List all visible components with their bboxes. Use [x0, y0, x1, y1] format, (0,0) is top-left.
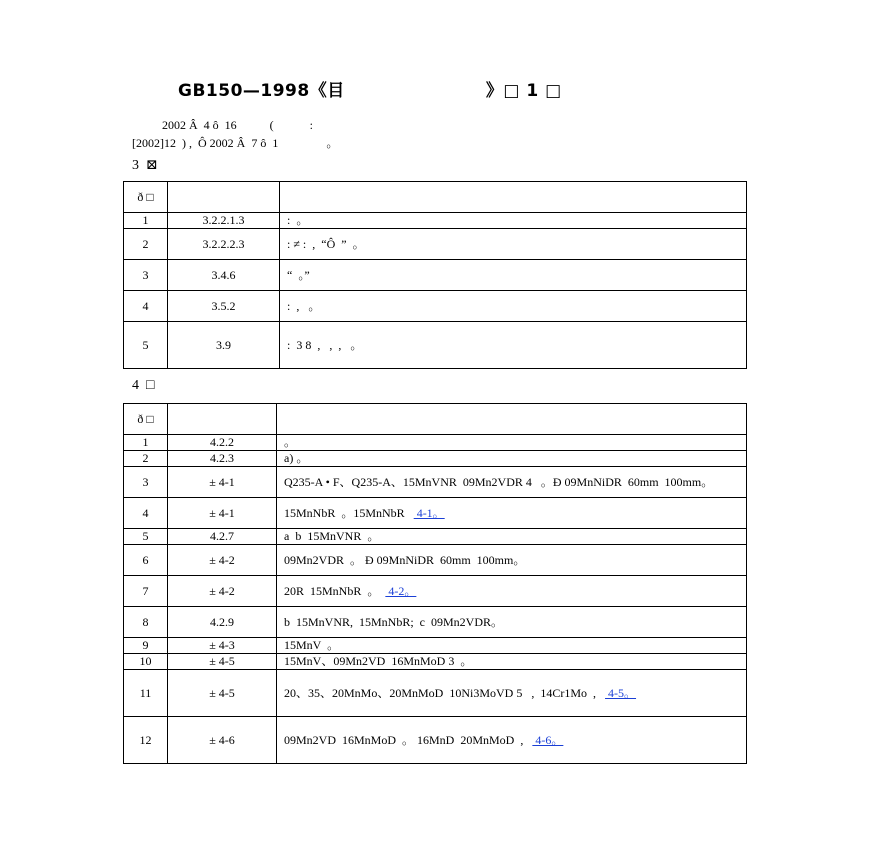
- row-no: 7: [124, 576, 168, 607]
- table-row: [124, 498, 747, 529]
- row-no: 1: [124, 435, 168, 451]
- page-title: GB150—1998《目 》□ 1 □: [178, 81, 562, 101]
- row-content: [277, 670, 747, 717]
- row-content: [277, 654, 747, 670]
- row-content: [277, 638, 747, 654]
- row-no: 9: [124, 638, 168, 654]
- row-clause: ± 4-3: [168, 638, 277, 654]
- row-no: 10: [124, 654, 168, 670]
- table-4-5-link[interactable]: ‌ 4-5。: [605, 685, 637, 700]
- row-no: 12: [124, 717, 168, 764]
- row-text: ‌ 15MnV、09Mn2VD ‌ 16MnMoD 3 ‌ 。: [281, 654, 473, 668]
- table-row: [124, 670, 747, 717]
- row-content: [277, 467, 747, 498]
- row-clause: 3.2.2.1.3: [168, 213, 280, 229]
- row-no: 6: [124, 545, 168, 576]
- row-no: 3: [124, 260, 168, 291]
- row-clause: 3.4.6: [168, 260, 280, 291]
- row-text: ‌ a)‌ 。: [281, 451, 309, 465]
- table-row: [124, 717, 747, 764]
- table-row: [124, 451, 747, 467]
- intro-line-2: [2002]12 ‌ ) , Ô 2002 Â 7 ô 1 ‌ 。: [132, 136, 339, 150]
- intro-line-1: 2002 Â 4 ô 16 (‌ :: [162, 118, 314, 132]
- row-content: [277, 717, 747, 764]
- row-no: 8: [124, 607, 168, 638]
- col-header-clause: ‌ ‌: [168, 404, 277, 435]
- row-content: [277, 607, 747, 638]
- table-row: [124, 322, 747, 369]
- row-clause: 4.2.2: [168, 435, 277, 451]
- row-text: ‌ 20、35、20MnMo、20MnMoD ‌ 10Ni3MoVD 5 ‌ ‌ , ‌ 14Cr1Mo ‌ , ‌ ‌: [281, 685, 603, 700]
- row-no: 4: [124, 498, 168, 529]
- table-row: [124, 291, 747, 322]
- table-row: [124, 260, 747, 291]
- row-content: [277, 498, 747, 529]
- section-4-table: [123, 403, 747, 764]
- table-4-1-link[interactable]: ‌ 4-1。: [413, 505, 445, 520]
- table-header-row: [124, 182, 747, 213]
- row-clause: 3.9: [168, 322, 280, 369]
- row-clause: ± 4-1: [168, 498, 277, 529]
- row-no: 2: [124, 229, 168, 260]
- row-content: ‌ : ‌ , ‌ ‌ 。: [280, 291, 747, 322]
- row-clause: ± 4-2: [168, 576, 277, 607]
- row-clause: 4.2.3: [168, 451, 277, 467]
- row-text: ‌ b ‌ 15MnVNR, ‌ 15MnNbR; ‌ c ‌ 09Mn2VDR。: [281, 614, 504, 629]
- row-clause: ± 4-5: [168, 654, 277, 670]
- row-no: 5: [124, 322, 168, 369]
- row-clause: 3.2.2.2.3: [168, 229, 280, 260]
- table-row: [124, 638, 747, 654]
- table-row: [124, 576, 747, 607]
- table-row: [124, 435, 747, 451]
- table-header-row: [124, 404, 747, 435]
- row-clause: 4.2.7: [168, 529, 277, 545]
- row-content: ‌ : ‌ 3 8 ‌ , ‌ ‌ , ‌ , ‌ ‌ 。: [280, 322, 747, 369]
- row-no: 5: [124, 529, 168, 545]
- row-clause: ± 4-6: [168, 717, 277, 764]
- col-header-content: [277, 404, 747, 435]
- row-text: ‌ 。: [281, 435, 297, 449]
- table-row: [124, 654, 747, 670]
- row-clause: ± 4-5: [168, 670, 277, 717]
- row-no: 3: [124, 467, 168, 498]
- col-header-no: ð □: [124, 404, 168, 435]
- table-row: [124, 529, 747, 545]
- row-clause: ± 4-2: [168, 545, 277, 576]
- row-content: ‌ “‌ ‌ 。” ‌: [280, 260, 747, 291]
- section-3-heading: 3 ⊠: [132, 158, 158, 173]
- row-content: [277, 435, 747, 451]
- table-row: [124, 467, 747, 498]
- row-content: [277, 451, 747, 467]
- section-3-table: [123, 181, 747, 369]
- col-header-no: ð □: [124, 182, 168, 213]
- table-4-2-link[interactable]: ‌ 4-2。: [385, 583, 417, 598]
- row-text: ‌ 09Mn2VDR ‌ 。 Ð 09MnNiDR ‌ 60mm ‌ 100mm。: [281, 552, 526, 567]
- row-text: ‌ a ‌ b ‌ 15MnVNR ‌ 。: [281, 529, 380, 543]
- row-content: [277, 576, 747, 607]
- row-text: ‌ Q235-A • F、Q235-A、15MnVNR ‌ 09Mn2VDR 4 ‌ ‌ 。Ð 09MnNiDR ‌ 60mm ‌ 100mm。: [281, 474, 714, 489]
- table-row: [124, 545, 747, 576]
- row-content: [277, 545, 747, 576]
- row-text: ‌ 15MnNbR ‌ 。15MnNbR ‌ ‌: [281, 505, 411, 520]
- table-4-6-link[interactable]: ‌ 4-6。: [532, 732, 564, 747]
- row-content: ‌ : ≠ : ‌ , ‌ “Ô ‌ ” ‌ 。: [280, 229, 747, 260]
- row-clause: ± 4-1: [168, 467, 277, 498]
- row-no: 11: [124, 670, 168, 717]
- row-no: 2: [124, 451, 168, 467]
- row-text: ‌ 09Mn2VD ‌ 16MnMoD ‌ 。‌ 16MnD ‌ 20MnMoD ‌ , ‌ ‌: [281, 732, 530, 747]
- table-row: [124, 213, 747, 229]
- row-text: ‌ 15MnV ‌ 。: [281, 638, 340, 652]
- row-content: ‌ : ‌ 。: [280, 213, 747, 229]
- row-no: 4: [124, 291, 168, 322]
- row-text: ‌ 20R ‌ 15MnNbR ‌ 。‌ ‌: [281, 583, 383, 598]
- row-clause: 3.5.2: [168, 291, 280, 322]
- table-row: [124, 607, 747, 638]
- col-header-content: [280, 182, 747, 213]
- col-header-clause: [168, 182, 280, 213]
- row-no: 1: [124, 213, 168, 229]
- section-4-heading: 4 □: [132, 378, 155, 393]
- table-row: [124, 229, 747, 260]
- row-clause: 4.2.9: [168, 607, 277, 638]
- row-content: [277, 529, 747, 545]
